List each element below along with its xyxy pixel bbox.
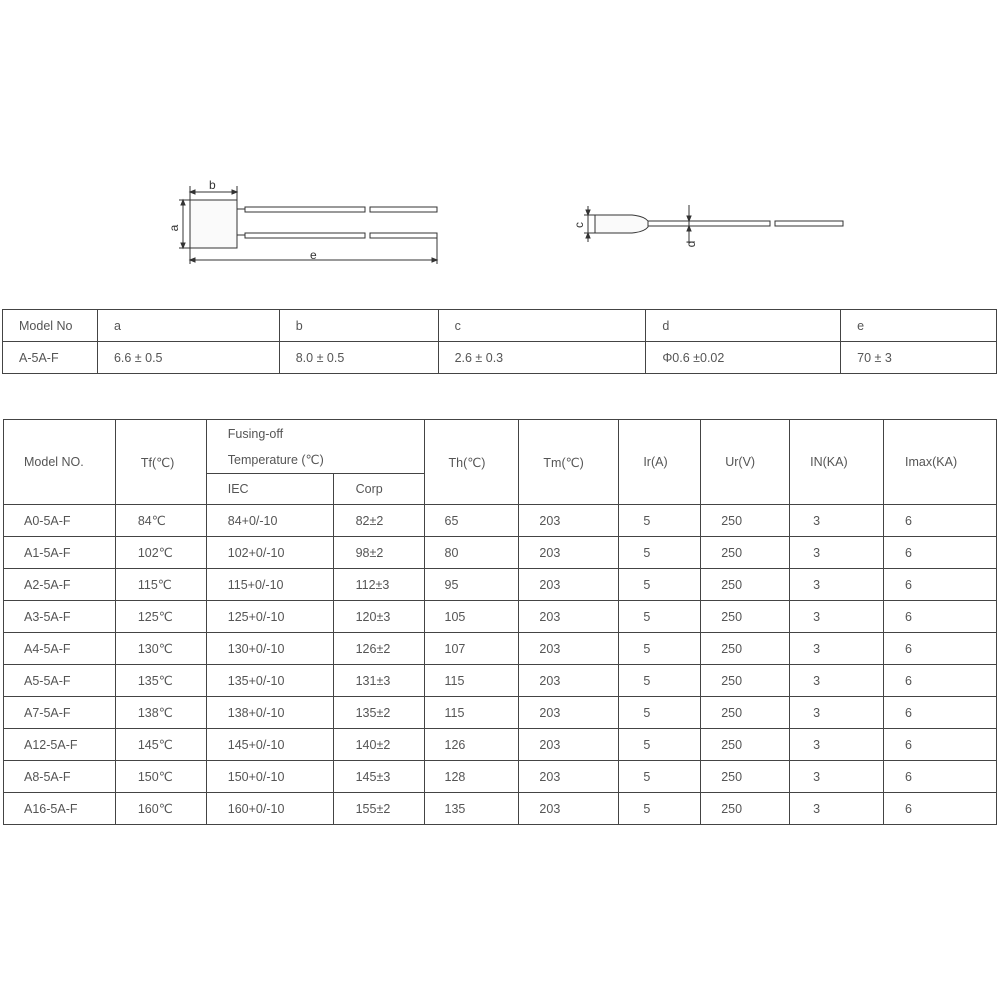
dimensions-header-row	[3, 310, 997, 342]
label-a: a	[167, 224, 181, 232]
header-corp: Corp	[333, 474, 424, 505]
table-cell: A-5A-F	[3, 342, 98, 374]
cell-tf: 125℃	[115, 601, 206, 633]
cell-ur: 250	[701, 729, 790, 761]
cell-tm: 203	[519, 569, 619, 601]
cell-iec: 138+0/-10	[206, 697, 333, 729]
cell-tf: 145℃	[115, 729, 206, 761]
cell-tf: 130℃	[115, 633, 206, 665]
cell-ur: 250	[701, 537, 790, 569]
header-model: Model NO.	[4, 420, 116, 505]
table-row	[4, 601, 997, 633]
cell-imax: 6	[884, 633, 997, 665]
table-cell: 70 ± 3	[841, 342, 997, 374]
cell-tf: 102℃	[115, 537, 206, 569]
header-imax: Imax(KA)	[884, 420, 997, 505]
cell-in: 3	[790, 761, 884, 793]
cell-model: A2-5A-F	[4, 569, 116, 601]
cell-imax: 6	[884, 569, 997, 601]
cell-ur: 250	[701, 697, 790, 729]
label-c: c	[572, 222, 586, 228]
cell-tf: 150℃	[115, 761, 206, 793]
cell-ir: 5	[619, 761, 701, 793]
header-ir: Ir(A)	[619, 420, 701, 505]
cell-tm: 203	[519, 601, 619, 633]
cell-ir: 5	[619, 505, 701, 537]
cell-imax: 6	[884, 729, 997, 761]
cell-th: 65	[424, 505, 519, 537]
cell-iec: 160+0/-10	[206, 793, 333, 825]
cell-tf: 160℃	[115, 793, 206, 825]
cell-model: A7-5A-F	[4, 697, 116, 729]
header-fusing-line2: Temperature (℃)	[227, 452, 324, 467]
cell-model: A16-5A-F	[4, 793, 116, 825]
cell-corp: 135±2	[333, 697, 424, 729]
cell-th: 95	[424, 569, 519, 601]
cell-iec: 130+0/-10	[206, 633, 333, 665]
table-row	[4, 633, 997, 665]
cell-ir: 5	[619, 601, 701, 633]
cell-corp: 112±3	[333, 569, 424, 601]
cell-imax: 6	[884, 697, 997, 729]
cell-corp: 140±2	[333, 729, 424, 761]
cell-ur: 250	[701, 761, 790, 793]
dimensions-table	[2, 309, 997, 374]
front-view-drawing	[179, 186, 437, 264]
cell-in: 3	[790, 665, 884, 697]
cell-th: 135	[424, 793, 519, 825]
cell-corp: 120±3	[333, 601, 424, 633]
cell-tm: 203	[519, 633, 619, 665]
cell-ur: 250	[701, 569, 790, 601]
cell-tm: 203	[519, 537, 619, 569]
cell-corp: 98±2	[333, 537, 424, 569]
cell-in: 3	[790, 793, 884, 825]
cell-corp: 126±2	[333, 633, 424, 665]
cell-iec: 150+0/-10	[206, 761, 333, 793]
table-cell: 2.6 ± 0.3	[438, 342, 646, 374]
header-cell: d	[646, 310, 841, 342]
label-b: b	[209, 178, 216, 192]
cell-ur: 250	[701, 633, 790, 665]
table-cell: Φ0.6 ±0.02	[646, 342, 841, 374]
cell-model: A8-5A-F	[4, 761, 116, 793]
cell-ir: 5	[619, 793, 701, 825]
cell-ir: 5	[619, 633, 701, 665]
cell-tf: 115℃	[115, 569, 206, 601]
cell-ir: 5	[619, 537, 701, 569]
cell-in: 3	[790, 505, 884, 537]
table-row	[4, 569, 997, 601]
cell-in: 3	[790, 601, 884, 633]
cell-in: 3	[790, 537, 884, 569]
cell-corp: 131±3	[333, 665, 424, 697]
cell-model: A12-5A-F	[4, 729, 116, 761]
table-row	[4, 761, 997, 793]
cell-tm: 203	[519, 665, 619, 697]
cell-tm: 203	[519, 729, 619, 761]
cell-ur: 250	[701, 793, 790, 825]
cell-corp: 82±2	[333, 505, 424, 537]
cell-th: 115	[424, 665, 519, 697]
cell-imax: 6	[884, 665, 997, 697]
cell-corp: 145±3	[333, 761, 424, 793]
cell-imax: 6	[884, 537, 997, 569]
table-cell: 6.6 ± 0.5	[97, 342, 279, 374]
spec-header-row	[4, 420, 997, 474]
cell-model: A5-5A-F	[4, 665, 116, 697]
cell-tf: 135℃	[115, 665, 206, 697]
cell-model: A3-5A-F	[4, 601, 116, 633]
table-row	[4, 537, 997, 569]
header-ur: Ur(V)	[701, 420, 790, 505]
cell-ir: 5	[619, 729, 701, 761]
cell-in: 3	[790, 697, 884, 729]
cell-ur: 250	[701, 601, 790, 633]
header-fusing-off	[206, 420, 424, 474]
table-row	[3, 342, 997, 374]
cell-th: 115	[424, 697, 519, 729]
label-d: d	[684, 240, 698, 248]
cell-iec: 125+0/-10	[206, 601, 333, 633]
spec-table-body	[4, 505, 997, 825]
cell-in: 3	[790, 729, 884, 761]
table-row	[4, 793, 997, 825]
table-row	[4, 505, 997, 537]
cell-tm: 203	[519, 505, 619, 537]
cell-th: 126	[424, 729, 519, 761]
header-cell: e	[841, 310, 997, 342]
cell-model: A4-5A-F	[4, 633, 116, 665]
cell-model: A0-5A-F	[4, 505, 116, 537]
cell-th: 105	[424, 601, 519, 633]
cell-ur: 250	[701, 505, 790, 537]
header-fusing-line1: Fusing-off	[227, 426, 284, 441]
table-cell: 8.0 ± 0.5	[279, 342, 438, 374]
dimension-diagram	[0, 0, 1000, 300]
cell-iec: 84+0/-10	[206, 505, 333, 537]
table-row	[4, 697, 997, 729]
cell-ir: 5	[619, 569, 701, 601]
cell-iec: 115+0/-10	[206, 569, 333, 601]
cell-in: 3	[790, 569, 884, 601]
header-iec: IEC	[206, 474, 333, 505]
cell-imax: 6	[884, 601, 997, 633]
cell-iec: 135+0/-10	[206, 665, 333, 697]
header-tf: Tf(℃)	[115, 420, 206, 505]
header-cell: c	[438, 310, 646, 342]
cell-imax: 6	[884, 761, 997, 793]
cell-ir: 5	[619, 697, 701, 729]
cell-ir: 5	[619, 665, 701, 697]
cell-tm: 203	[519, 697, 619, 729]
cell-imax: 6	[884, 793, 997, 825]
table-row	[4, 665, 997, 697]
cell-th: 128	[424, 761, 519, 793]
cell-imax: 6	[884, 505, 997, 537]
header-in: IN(KA)	[790, 420, 884, 505]
cell-tf: 138℃	[115, 697, 206, 729]
cell-th: 107	[424, 633, 519, 665]
label-e: e	[310, 248, 317, 262]
cell-th: 80	[424, 537, 519, 569]
cell-tm: 203	[519, 793, 619, 825]
cell-iec: 102+0/-10	[206, 537, 333, 569]
cell-iec: 145+0/-10	[206, 729, 333, 761]
cell-in: 3	[790, 633, 884, 665]
cell-model: A1-5A-F	[4, 537, 116, 569]
side-view-drawing	[584, 205, 843, 244]
specifications-table	[3, 419, 997, 825]
cell-tf: 84℃	[115, 505, 206, 537]
cell-tm: 203	[519, 761, 619, 793]
header-cell: a	[97, 310, 279, 342]
header-cell: Model No	[3, 310, 98, 342]
header-cell: b	[279, 310, 438, 342]
cell-ur: 250	[701, 665, 790, 697]
table-row	[4, 729, 997, 761]
header-th: Th(℃)	[424, 420, 519, 505]
header-tm: Tm(℃)	[519, 420, 619, 505]
cell-corp: 155±2	[333, 793, 424, 825]
